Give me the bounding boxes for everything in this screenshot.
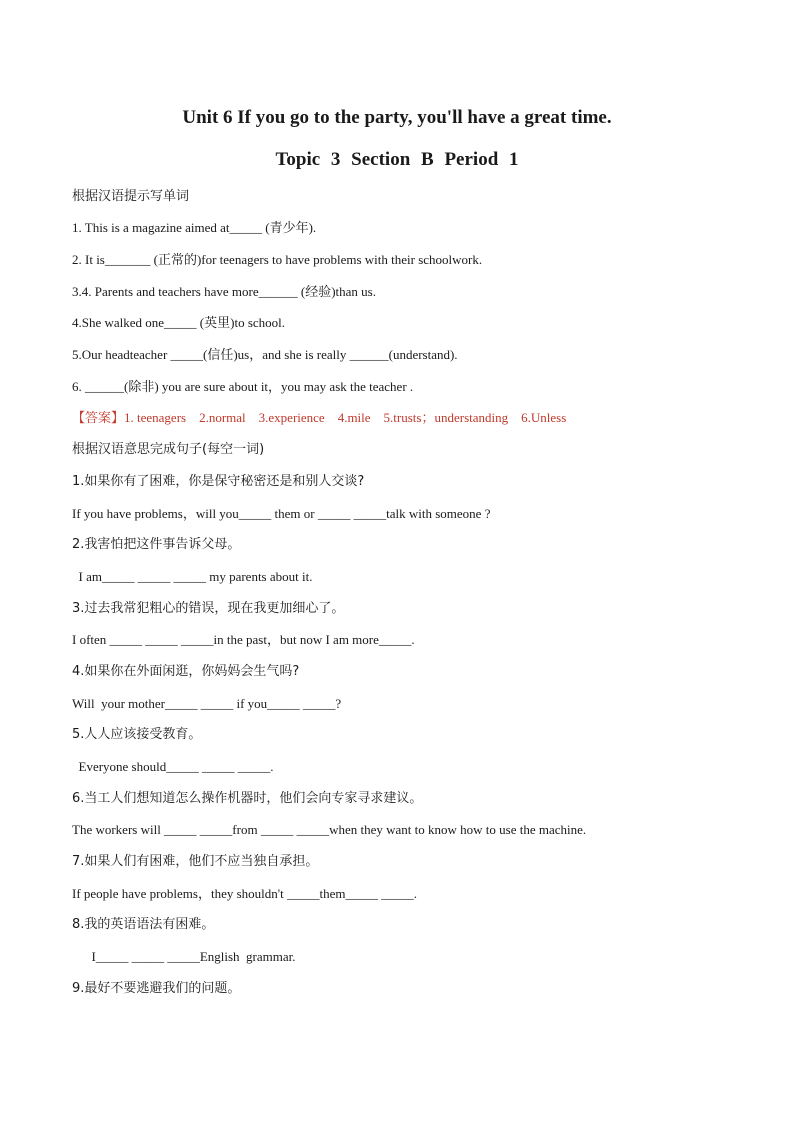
sentence-7-english: If people have problems，they shouldn't _____them_____ _____. <box>72 886 417 901</box>
sentence-4-english: Will your mother_____ _____ if you_____ _____? <box>72 696 342 711</box>
word-item-3: 3.4. Parents and teachers have more______ (经验)than us. <box>72 284 376 299</box>
sentence-5-english: Everyone should_____ _____ _____. <box>72 759 274 774</box>
sentence-1-chinese: 1.如果你有了困难，你是保守秘密还是和别人交谈? <box>72 474 365 489</box>
section1-heading: 根据汉语提示写单词 <box>72 189 190 204</box>
topic-section-title: Topic 3 Section B Period 1 <box>275 149 519 170</box>
sentence-2-chinese: 2.我害怕把这件事告诉父母。 <box>72 537 241 552</box>
sentence-7-chinese: 7.如果人们有困难，他们不应当独自承担。 <box>72 854 319 869</box>
section2-heading: 根据汉语意思完成句子(每空一词) <box>72 442 265 457</box>
word-item-6: 6. ______(除非) you are sure about it，you may ask the teacher . <box>72 379 414 394</box>
answer-key: 【答案】1. teenagers 2.normal 3.experience 4.mile 5.trusts；understanding 6.Unless <box>72 410 567 425</box>
sentence-4-chinese: 4.如果你在外面闲逛，你妈妈会生气吗? <box>72 664 300 679</box>
sentence-6-chinese: 6.当工人们想知道怎么操作机器时，他们会向专家寻求建议。 <box>72 791 423 806</box>
word-item-2: 2. It is_______ (正常的)for teenagers to have problems with their schoolwork. <box>72 252 483 267</box>
sentence-5-chinese: 5.人人应该接受教育。 <box>72 727 202 742</box>
word-item-4: 4.She walked one_____ (英里)to school. <box>72 315 286 330</box>
sentence-6-english: The workers will _____ _____from _____ _____when they want to know how to use the machine. <box>72 822 587 837</box>
sentence-8-english: I_____ _____ _____English grammar. <box>72 949 296 964</box>
word-item-1: 1. This is a magazine aimed at_____ (青少年). <box>72 220 317 235</box>
sentence-1-english: If you have problems，will you_____ them or _____ _____talk with someone ? <box>72 506 491 521</box>
sentence-9-chinese: 9.最好不要逃避我们的问题。 <box>72 981 241 996</box>
sentence-3-chinese: 3.过去我常犯粗心的错误，现在我更加细心了。 <box>72 601 345 616</box>
word-item-5: 5.Our headteacher _____(信任)us，and she is really ______(understand). <box>72 347 458 362</box>
sentence-3-english: I often _____ _____ _____in the past，but now I am more_____. <box>72 632 415 647</box>
sentence-8-chinese: 8.我的英语语法有困难。 <box>72 917 215 932</box>
sentence-2-english: I am_____ _____ _____ my parents about it. <box>72 569 313 584</box>
unit-title: Unit 6 If you go to the party, you'll have a great time. <box>182 107 612 128</box>
